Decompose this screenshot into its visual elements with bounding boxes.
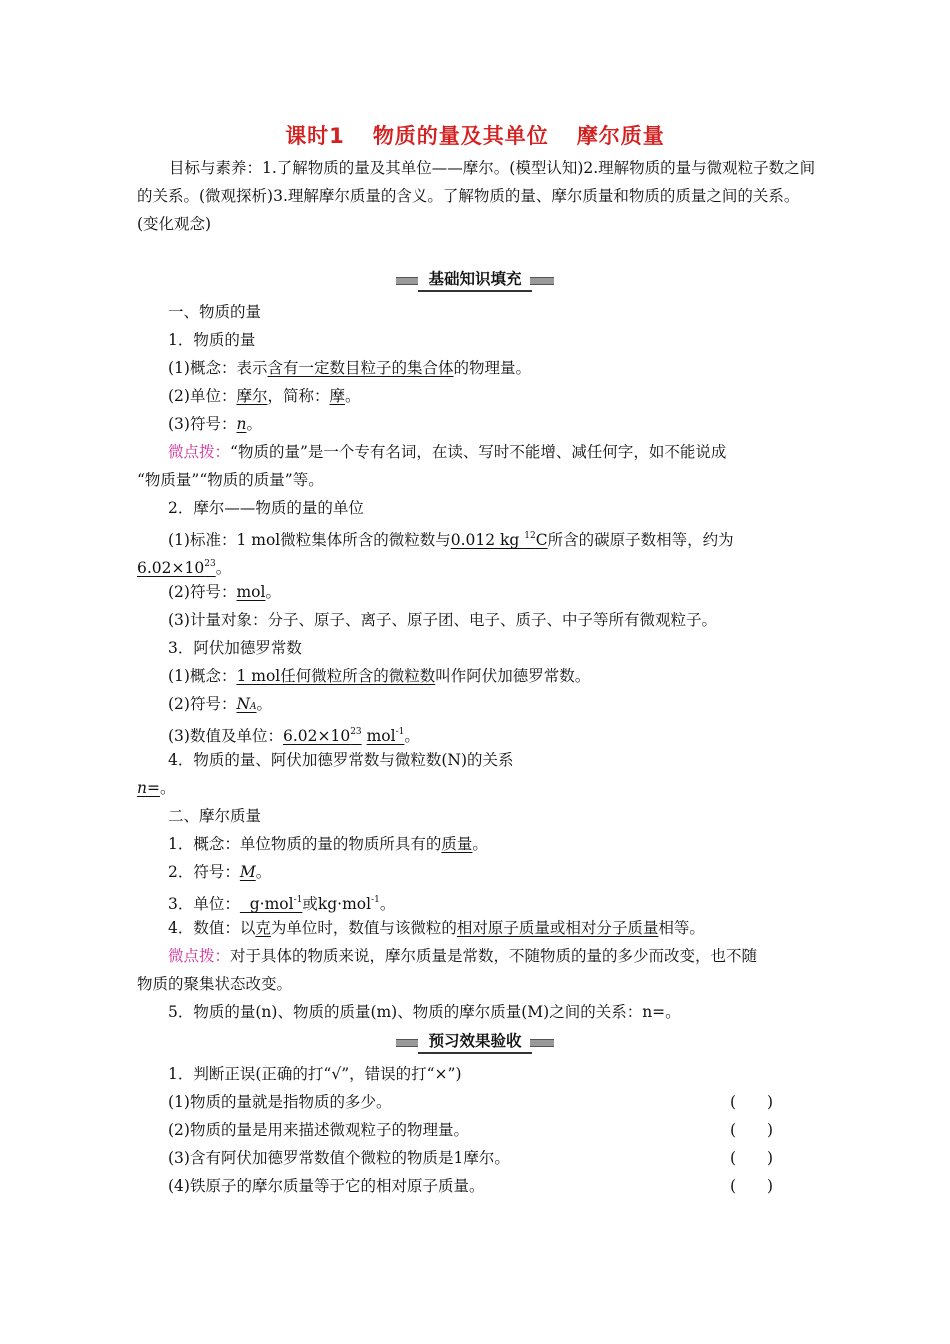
blank-answer: NA bbox=[236, 695, 257, 713]
unit-line: (2)单位：摩尔，简称：摩。 bbox=[168, 387, 361, 405]
quiz-item: (3)含有阿伏加德罗常数值个微粒的物质是1摩尔。 bbox=[168, 1149, 510, 1167]
subheading-2: 2．摩尔——物质的量的单位 bbox=[168, 499, 364, 517]
quiz-item: (4)铁原子的摩尔质量等于它的相对原子质量。 bbox=[168, 1177, 485, 1195]
molar-unit-line: 3．单位： g·mol$^{-1}$或kg·mol$^{-1}$。 bbox=[168, 895, 396, 913]
banner-bar-right bbox=[530, 1039, 554, 1047]
banner-label: 预习效果验收 bbox=[418, 1030, 532, 1054]
answer-blank[interactable]: ( ) bbox=[730, 1093, 774, 1111]
tip-label: 微点拨： bbox=[168, 443, 231, 461]
answer-blank[interactable]: ( ) bbox=[730, 1149, 774, 1167]
blank-answer: 相对原子质量或相对分子质量 bbox=[456, 919, 659, 937]
quiz-item: (1)物质的量就是指物质的多少。 bbox=[168, 1093, 392, 1111]
quiz-item: (2)物质的量是用来描述微观粒子的物理量。 bbox=[168, 1121, 469, 1139]
avogadro-value-line: (3)数值及单位：$6.02\times 10^{23}$ mol$^{-1}$。 bbox=[168, 727, 420, 745]
concept-line: (1)概念：表示含有一定数目粒子的集合体的物理量。 bbox=[168, 359, 531, 377]
tip-line-1b: “物质量”“物质的质量”等。 bbox=[137, 471, 324, 489]
molar-symbol-line: 2．符号：M。 bbox=[168, 863, 272, 881]
lesson-topic: 物质的量及其单位 bbox=[372, 124, 549, 148]
blank-answer: mol bbox=[236, 583, 266, 601]
lesson-number: 课时1 bbox=[285, 124, 345, 148]
blank-answer: n bbox=[236, 415, 247, 433]
symbol-line: (3)符号：n。 bbox=[168, 415, 262, 433]
blank-answer: $6.02\times 10^{23}$ bbox=[137, 559, 216, 577]
relation-line: 5．物质的量(n)、物质的质量(m)、物质的摩尔质量(M)之间的关系：n=。 bbox=[168, 1003, 681, 1021]
blank-answer: 摩尔 bbox=[236, 387, 268, 405]
avogadro-symbol-line: (2)符号：NA。 bbox=[168, 695, 273, 713]
banner-label: 基础知识填充 bbox=[418, 268, 532, 292]
blank-answer: n= bbox=[137, 779, 160, 797]
lesson-title bbox=[0, 120, 950, 150]
subheading-3: 3．阿伏加德罗常数 bbox=[168, 639, 302, 657]
avogadro-concept-line: (1)概念：1 mol任何微粒所含的微粒数叫作阿伏加德罗常数。 bbox=[168, 667, 591, 685]
lesson-subtopic: 摩尔质量 bbox=[576, 124, 665, 148]
blank-answer: M bbox=[239, 863, 256, 881]
molar-value-line: 4．数值：以克为单位时，数值与该微粒的相对原子质量或相对分子质量相等。 bbox=[168, 919, 705, 937]
blank-answer: 含有一定数目粒子的集合体 bbox=[267, 359, 454, 377]
section-heading-1: 一、物质的量 bbox=[168, 303, 262, 321]
blank-answer: 0.012 kg bbox=[450, 531, 525, 549]
objectives-paragraph: 目标与素养：1.了解物质的量及其单位——摩尔。(模型认知)2.理解物质的量与微观粒子数之间的关系。(微观探析)3.理解摩尔质量的含义。了解物质的量、摩尔质量和物质的质量之间的关系。(变化观念) bbox=[137, 159, 816, 233]
section-banner-preview bbox=[396, 1030, 554, 1054]
blank-answer: 1 mol任何微粒所含的微粒数 bbox=[236, 667, 436, 685]
subheading-4: 4．物质的量、阿伏加德罗常数与微粒数(N)的关系 bbox=[168, 751, 514, 769]
tip-line-2b: 物质的聚集状态改变。 bbox=[137, 975, 293, 993]
mole-scope-line: (3)计量对象：分子、原子、离子、原子团、电子、质子、中子等所有微观粒子。 bbox=[168, 611, 717, 629]
answer-blank[interactable]: ( ) bbox=[730, 1121, 774, 1139]
section-heading-2: 二、摩尔质量 bbox=[168, 807, 262, 825]
banner-bar-left bbox=[396, 1039, 420, 1047]
blank-answer: 质量 bbox=[441, 835, 473, 853]
section-banner-basic bbox=[396, 268, 554, 292]
answer-blank[interactable]: ( ) bbox=[730, 1177, 774, 1195]
tip-line-1: 微点拨：“物质的量”是一个专有名词，在读、写时不能增、减任何字，如不能说成 bbox=[168, 443, 727, 461]
blank-answer: 克 bbox=[255, 919, 271, 937]
banner-bar-left bbox=[396, 277, 420, 285]
blank-answer: mol$^{-1}$ bbox=[366, 727, 405, 745]
tip-line-2: 微点拨：对于具体的物质来说，摩尔质量是常数，不随物质的量的多少而改变，也不随 bbox=[168, 947, 758, 965]
mole-symbol-line: (2)符号：mol。 bbox=[168, 583, 281, 601]
blank-answer: $6.02\times 10^{23}$ bbox=[282, 727, 362, 745]
subheading-1: 1．物质的量 bbox=[168, 331, 256, 349]
mole-standard-line: (1)标准：1 mol微粒集体所含的微粒数与0.012 kg $^{12}$C所含的碳原子数相等，约为 bbox=[168, 531, 734, 549]
tip-label: 微点拨： bbox=[168, 947, 231, 965]
blank-answer: g·mol$^{-1}$ bbox=[239, 895, 303, 913]
mole-standard-line-b: $6.02\times 10^{23}$。 bbox=[137, 559, 232, 577]
quiz-heading: 1．判断正误(正确的打“√”，错误的打“×”) bbox=[168, 1065, 462, 1083]
molar-concept-line: 1．概念：单位物质的量的物质所具有的质量。 bbox=[168, 835, 488, 853]
banner-bar-right bbox=[530, 277, 554, 285]
relation-formula: n=。 bbox=[137, 779, 176, 797]
blank-answer: 摩 bbox=[329, 387, 346, 405]
